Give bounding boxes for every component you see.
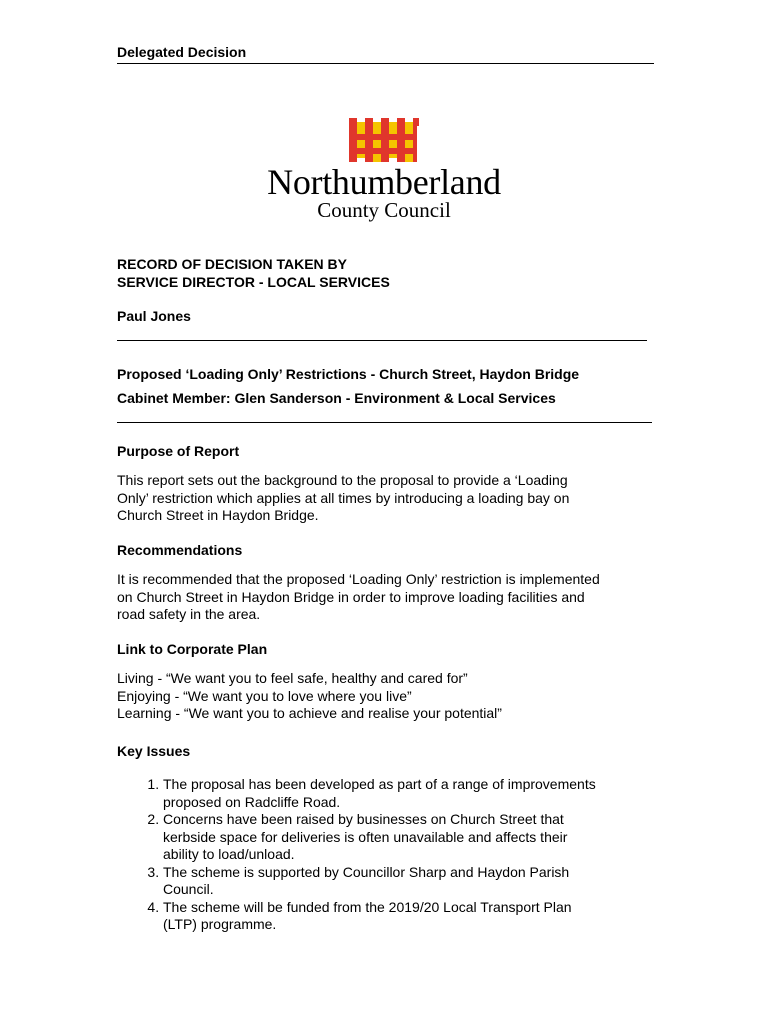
corporate-plan-line: Enjoying - “We want you to love where you live” <box>117 687 412 704</box>
council-subtitle: County Council <box>317 198 451 222</box>
key-issues-list <box>117 776 657 934</box>
record-title-line1: RECORD OF DECISION TAKEN BY <box>117 256 347 272</box>
header-rule <box>117 63 654 64</box>
cabinet-member: Cabinet Member: Glen Sanderson - Environment & Local Services <box>117 390 556 406</box>
list-item <box>163 864 657 899</box>
divider-rule <box>117 422 652 423</box>
list-item-line: Council. <box>163 881 214 897</box>
list-item-line: The proposal has been developed as part of a range of improvements <box>163 776 596 792</box>
corporate-plan-heading: Link to Corporate Plan <box>117 641 268 657</box>
list-item <box>163 811 657 864</box>
list-item <box>163 776 657 811</box>
corporate-plan-line: Living - “We want you to feel safe, healthy and cared for” <box>117 670 468 686</box>
council-name: Northumberland <box>267 162 501 202</box>
purpose-heading: Purpose of Report <box>117 443 240 459</box>
corporate-plan-line: Learning - “We want you to achieve and realise your potential” <box>117 705 502 721</box>
list-item-line: The scheme will be funded from the 2019/20 Local Transport Plan <box>163 898 572 915</box>
header-label: Delegated Decision <box>117 44 247 60</box>
recommendations-line: It is recommended that the proposed ‘Loading Only’ restriction is implemented <box>117 571 600 587</box>
crest-icon <box>347 118 419 164</box>
report-title: Proposed ‘Loading Only’ Restrictions - Church Street, Haydon Bridge <box>117 366 580 382</box>
list-item-line: (LTP) programme. <box>163 916 277 932</box>
record-title-line2: SERVICE DIRECTOR - LOCAL SERVICES <box>117 274 390 290</box>
purpose-line: Church Street in Haydon Bridge. <box>117 507 319 523</box>
recommendations-line: on Church Street in Haydon Bridge in order to improve loading facilities and <box>117 588 585 605</box>
list-item <box>163 899 657 934</box>
council-logo <box>243 118 533 230</box>
decision-maker-name: Paul Jones <box>117 308 191 324</box>
list-item-line: Concerns have been raised by businesses on Church Street that <box>163 811 564 827</box>
list-item-line: ability to load/unload. <box>163 846 295 862</box>
list-item-line: kerbside space for deliveries is often unavailable and affects their <box>163 828 568 845</box>
list-item-line: The scheme is supported by Councillor Sharp and Haydon Parish <box>163 863 570 880</box>
purpose-line: Only’ restriction which applies at all times by introducing a loading bay on <box>117 489 570 506</box>
key-issues-heading: Key Issues <box>117 743 191 759</box>
recommendations-line: road safety in the area. <box>117 606 261 622</box>
purpose-line: This report sets out the background to the proposal to provide a ‘Loading <box>117 472 568 488</box>
divider-rule <box>117 340 647 341</box>
recommendations-heading: Recommendations <box>117 542 243 558</box>
list-item-line: proposed on Radcliffe Road. <box>163 793 341 810</box>
